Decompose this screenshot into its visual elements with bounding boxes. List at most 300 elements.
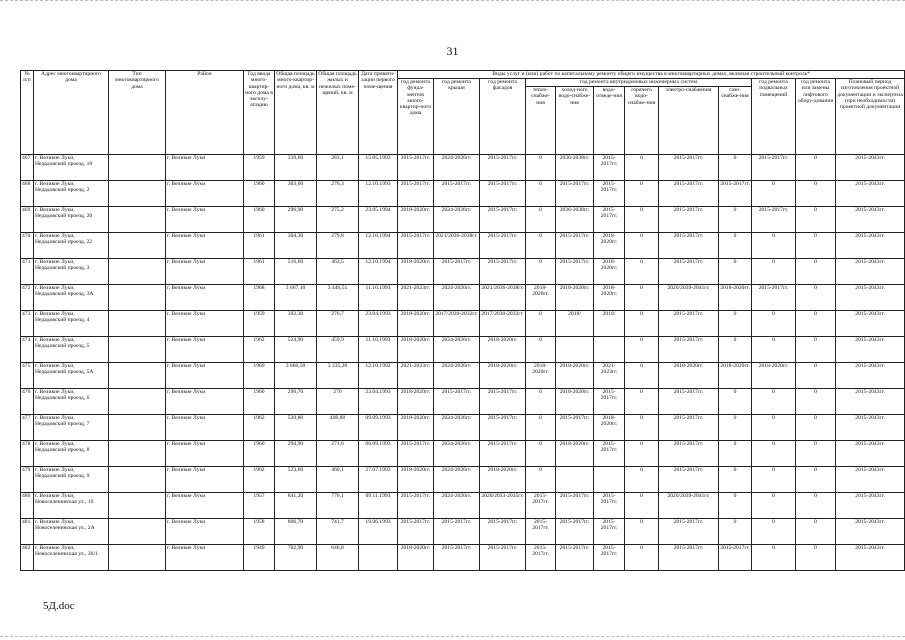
cell-type [109, 519, 166, 545]
cell-cold: 2015-2017гг. [556, 415, 594, 441]
cell-cold: 2015-2017гг. [556, 181, 594, 207]
cell-n: 474 [21, 337, 34, 363]
cell-elec: 2015-2017гг. [659, 155, 719, 181]
cell-n: 477 [21, 415, 34, 441]
cell-plan: 2015-2043гг. [836, 363, 905, 389]
cell-address: г. Великие Луки, Недадовский проезд, 5А [34, 363, 109, 389]
cell-district: г. Великие Луки [166, 181, 244, 207]
cell-living: 283,1 [317, 155, 359, 181]
cell-type [109, 337, 166, 363]
cell-district: г. Великие Луки [166, 155, 244, 181]
table-row [21, 519, 905, 545]
cell-drain: 2015-2017гг. [594, 493, 625, 519]
cell-cold: 2018-2020гг. [556, 389, 594, 415]
cell-living: 463,5 [317, 259, 359, 285]
cell-cold: 2015-2017гг. [556, 519, 594, 545]
cell-date: 12.10.1992 [359, 363, 398, 389]
cell-living: 275,2 [317, 207, 359, 233]
cell-total: 303,60 [275, 181, 317, 207]
cell-gas: 0 [719, 337, 752, 363]
col-living-area: Общая площадь жилых и нежилых поме-щений, кв. м [317, 71, 359, 155]
cell-plan: 2015-2043гг. [836, 181, 905, 207]
cell-living: 741,7 [317, 519, 359, 545]
cell-facade: 2015-2017гг. [480, 233, 526, 259]
cell-cold: 2015-2017гг. [556, 493, 594, 519]
cell-year: 1962 [244, 467, 275, 493]
cell-plan: 2015-2043гг. [836, 259, 905, 285]
cell-gas: 0 [719, 259, 752, 285]
cell-drain [594, 337, 625, 363]
cell-district: г. Великие Луки [166, 259, 244, 285]
cell-roof: 2015-2017гг. [434, 545, 480, 571]
cell-lift: 0 [796, 467, 836, 493]
cell-district: г. Великие Луки [166, 441, 244, 467]
cell-base: 2015-2017гг. [752, 207, 796, 233]
cell-total: 294,90 [275, 441, 317, 467]
col-drainage: водо-отведе-ния [594, 87, 625, 155]
cell-type [109, 233, 166, 259]
cell-cold: 2015-2017гг. [556, 259, 594, 285]
col-type: Тип многоквартирного дома [109, 71, 166, 155]
cell-found: 2015-2017гг. [398, 233, 434, 259]
cell-heat: 2015-2017гг. [526, 519, 556, 545]
cell-total: 523,60 [275, 467, 317, 493]
cell-cold: 2015-2017гг. [556, 233, 594, 259]
cell-type [109, 311, 166, 337]
cell-total: 310,60 [275, 155, 317, 181]
cell-heat: 2015-2017гг. [526, 493, 556, 519]
col-hot-water: горячего водо-снабже-ния [625, 87, 659, 155]
cell-cold: 2018-2020гг. [556, 363, 594, 389]
cell-drain: 2015-2017гг. [594, 155, 625, 181]
cell-found: 2018-2020гг. [398, 389, 434, 415]
cell-roof: 2024-2026гг. [434, 415, 480, 441]
cell-base: 0 [752, 493, 796, 519]
cell-heat: 0 [526, 311, 556, 337]
cell-found: 2018-2020гг. [398, 259, 434, 285]
cell-cold: 2015-2017гг. [556, 545, 594, 571]
cell-living: 270 [317, 389, 359, 415]
cell-total: 296,70 [275, 389, 317, 415]
cell-base: 2015-2017гг. [752, 285, 796, 311]
cell-address: г. Великие Луки, Недадовский проезд, 6 [34, 389, 109, 415]
cell-lift: 0 [796, 493, 836, 519]
cell-n: 475 [21, 363, 34, 389]
cell-total: 3 660,50 [275, 363, 317, 389]
cell-drain [594, 467, 625, 493]
cell-n: 467 [21, 155, 34, 181]
cell-plan: 2015-2043гг. [836, 545, 905, 571]
cell-drain: 2015-2017гг. [594, 389, 625, 415]
cell-n: 470 [21, 233, 34, 259]
cell-base: 0 [752, 441, 796, 467]
cell-plan: 2015-2043гг. [836, 155, 905, 181]
cell-roof: 2024-2026гг. [434, 441, 480, 467]
cell-district: г. Великие Луки [166, 233, 244, 259]
cell-year: 1959 [244, 311, 275, 337]
cell-hot: 0 [625, 441, 659, 467]
cell-base: 0 [752, 545, 796, 571]
cell-plan: 2015-2043гг. [836, 493, 905, 519]
cell-drain: 2018-2020гг. [594, 285, 625, 311]
cell-plan: 2015-2043гг. [836, 337, 905, 363]
cell-hot: 0 [625, 207, 659, 233]
cell-plan: 2015-2043гг. [836, 467, 905, 493]
cell-lift: 0 [796, 363, 836, 389]
cell-found: 2018-2020гг. [398, 337, 434, 363]
cell-found: 2018-2020гг. [398, 467, 434, 493]
cell-roof: 2015-2017гг. [434, 181, 480, 207]
cell-roof: 2024-2026гг. [434, 493, 480, 519]
cell-hot: 0 [625, 493, 659, 519]
cell-address: г. Великие Луки, Недадовский проезд, 3А [34, 285, 109, 311]
cell-year: 1960 [244, 389, 275, 415]
cell-lift: 0 [796, 233, 836, 259]
cell-hot: 0 [625, 155, 659, 181]
cell-drain: 2018-2020гг. [594, 259, 625, 285]
cell-address: г. Великие Луки, Недадовский проезд, 4 [34, 311, 109, 337]
table-row [21, 155, 905, 181]
cell-living: 459,9 [317, 337, 359, 363]
cell-found: 2018-2020гг. [398, 311, 434, 337]
col-num: № п/п [21, 71, 34, 155]
cell-drain: 2015-2017гг. [594, 181, 625, 207]
cell-total: 516,60 [275, 259, 317, 285]
cell-year: 1961 [244, 259, 275, 285]
cell-found: 2015-2017гг. [398, 155, 434, 181]
cell-roof: 2024-2026гг. [434, 337, 480, 363]
cell-lift: 0 [796, 311, 836, 337]
cell-address: г. Великие Луки, Новоселенинская ул., 30/1 [34, 545, 109, 571]
cell-total: 304,30 [275, 233, 317, 259]
cell-district: г. Великие Луки [166, 363, 244, 389]
cell-heat: 0 [526, 467, 556, 493]
cell-facade: 2015-2017гг. [480, 415, 526, 441]
cell-hot: 0 [625, 337, 659, 363]
scan-top-edge [0, 0, 905, 3]
table-row [21, 181, 905, 207]
cell-hot: 0 [625, 181, 659, 207]
cell-base: 0 [752, 389, 796, 415]
cell-found: 2021-2023гг. [398, 285, 434, 311]
cell-date: 23.05.1994 [359, 207, 398, 233]
col-district: Район [166, 71, 244, 155]
cell-elec: 2015-2017гг. [659, 259, 719, 285]
cell-heat: 0 [526, 389, 556, 415]
cell-type [109, 363, 166, 389]
cell-n: 480 [21, 493, 34, 519]
col-priv-date: Дата привати-зации первого поме-щения [359, 71, 398, 155]
cell-elec: 2020/2039-2041гг. [659, 285, 719, 311]
cell-drain: 2015-2017гг. [594, 441, 625, 467]
col-foundation: год ремонта фунда-ментов много-квартир-ного дома [398, 79, 434, 155]
table-body [21, 155, 905, 571]
cell-address: г. Великие Луки, Недадовский проезд, 3 [34, 259, 109, 285]
cell-heat: 0 [526, 233, 556, 259]
table-row [21, 389, 905, 415]
cell-facade: 2015-2017гг. [480, 155, 526, 181]
cell-roof: 2017/2030-2032гг. [434, 311, 480, 337]
cell-district: г. Великие Луки [166, 415, 244, 441]
cell-date: 06.09.1993 [359, 441, 398, 467]
col-address: Адрес многоквартирного дома [34, 71, 109, 155]
table-row [21, 363, 905, 389]
cell-lift: 0 [796, 181, 836, 207]
cell-cold: 2018/ [556, 311, 594, 337]
cell-type [109, 285, 166, 311]
cell-elec: 2015-2017гг. [659, 545, 719, 571]
cell-living: 279,8 [317, 233, 359, 259]
cell-facade: 2015-2017гг. [480, 259, 526, 285]
cell-living: 646,8 [317, 545, 359, 571]
cell-total: 841,20 [275, 493, 317, 519]
col-year: Год ввода много-квартир-ного дома в эксплу-атацию [244, 71, 275, 155]
cell-plan: 2015-2043гг. [836, 519, 905, 545]
cell-found: 2021-2023гг. [398, 363, 434, 389]
cell-lift: 0 [796, 441, 836, 467]
cell-facade: 2018-2020гг. [480, 467, 526, 493]
cell-lift: 0 [796, 155, 836, 181]
cell-roof: 2024-2026гг. [434, 285, 480, 311]
cell-gas: 0 [719, 519, 752, 545]
cell-lift: 0 [796, 207, 836, 233]
cell-gas: 0 [719, 311, 752, 337]
cell-address: г. Великие Луки, Недадовский проезд, 20 [34, 207, 109, 233]
cell-year: 1962 [244, 415, 275, 441]
cell-type [109, 259, 166, 285]
table-row [21, 207, 905, 233]
cell-year: 1969 [244, 363, 275, 389]
cell-district: г. Великие Луки [166, 337, 244, 363]
cell-year: 1968 [244, 285, 275, 311]
col-services-group: Виды услуг и (или) работ по капитальному ремонту общего имущества в многоквартирных домах, включая строительный контроль* [398, 71, 905, 79]
cell-heat: 0 [526, 337, 556, 363]
cell-roof: 2024-2026гг. [434, 155, 480, 181]
cell-found: 2015-2017гг. [398, 493, 434, 519]
cell-lift: 0 [796, 259, 836, 285]
cell-date: 09.09.1993 [359, 415, 398, 441]
cell-total: 702,90 [275, 545, 317, 571]
cell-gas: 0 [719, 493, 752, 519]
cell-gas: 2018-2020гг. [719, 363, 752, 389]
cell-plan: 2015-2043гг. [836, 207, 905, 233]
cell-base: 0 [752, 415, 796, 441]
cell-plan: 2015-2043гг. [836, 311, 905, 337]
cell-facade: 2018-2020гг. [480, 337, 526, 363]
cell-roof: 2024-2026гг. [434, 207, 480, 233]
col-cold-water: холод-ного водо-снабже-ния [556, 87, 594, 155]
cell-hot: 0 [625, 285, 659, 311]
cell-n: 471 [21, 259, 34, 285]
cell-drain: 2015-2017гг. [594, 545, 625, 571]
cell-drain: 2018-2020гг. [594, 415, 625, 441]
cell-gas: 0 [719, 415, 752, 441]
cell-heat: 0 [526, 415, 556, 441]
cell-gas: 0 [719, 467, 752, 493]
cell-address: г. Великие Луки, Недадовский проезд, 22 [34, 233, 109, 259]
cell-living: 776,1 [317, 493, 359, 519]
cell-elec: 2015-2017гг. [659, 233, 719, 259]
cell-date: 23.04.1993 [359, 311, 398, 337]
table-row [21, 285, 905, 311]
cell-address: г. Великие Луки, Недадовский проезд, 5 [34, 337, 109, 363]
cell-heat: 0 [526, 441, 556, 467]
cell-hot: 0 [625, 467, 659, 493]
cell-date [359, 545, 398, 571]
cell-heat: 2018-2020гг. [526, 363, 556, 389]
cell-address: г. Великие Луки, Недадовский проезд, 9 [34, 467, 109, 493]
cell-district: г. Великие Луки [166, 467, 244, 493]
cell-drain: 2015-2017гг. [594, 207, 625, 233]
cell-lift: 0 [796, 545, 836, 571]
cell-type [109, 467, 166, 493]
cell-facade: 2015-2017гг. [480, 519, 526, 545]
cell-district: г. Великие Луки [166, 519, 244, 545]
cell-elec: 2018-2020гг. [659, 363, 719, 389]
table-row [21, 415, 905, 441]
col-planned: Плановый период изготовления проектной документации и экспертиза (при необходимости) проектной документации [836, 79, 905, 155]
cell-n: 482 [21, 545, 34, 571]
cell-n: 469 [21, 207, 34, 233]
page-number: 31 [446, 44, 459, 58]
cell-year: 1958 [244, 519, 275, 545]
table-row [21, 337, 905, 363]
cell-date: 11.10.1993 [359, 285, 398, 311]
cell-living: 276,7 [317, 311, 359, 337]
cell-hot: 0 [625, 363, 659, 389]
cell-plan: 2015-2043гг. [836, 285, 905, 311]
cell-heat: 0 [526, 155, 556, 181]
cell-base: 0 [752, 311, 796, 337]
cell-base: 2018-2020гг. [752, 363, 796, 389]
cell-total: 302,30 [275, 311, 317, 337]
cell-lift: 0 [796, 285, 836, 311]
cell-address: г. Великие Луки, Недадовский проезд, 7 [34, 415, 109, 441]
cell-n: 481 [21, 519, 34, 545]
cell-heat: 0 [526, 207, 556, 233]
cell-heat: 2018-2020гг. [526, 285, 556, 311]
cell-facade: 2017/2030-2032гг. [480, 311, 526, 337]
cell-n: 478 [21, 441, 34, 467]
cell-type [109, 545, 166, 571]
col-elevator: год ремонта или замены лифтового обору-дования [796, 79, 836, 155]
cell-drain: 2021-2023гг. [594, 363, 625, 389]
cell-base: 0 [752, 337, 796, 363]
cell-drain: 2018-2020гг. [594, 233, 625, 259]
cell-elec: 2015-2017гг. [659, 337, 719, 363]
cell-elec: 2015-2017гг. [659, 467, 719, 493]
cell-heat: 0 [526, 181, 556, 207]
cell-type [109, 415, 166, 441]
cell-plan: 2015-2043гг. [836, 415, 905, 441]
cell-cold: 2036-2038гг. [556, 155, 594, 181]
cell-living: 460,1 [317, 467, 359, 493]
cell-address: г. Великие Луки, Новоселенинская ул., 2А [34, 519, 109, 545]
cell-year: 1960 [244, 181, 275, 207]
cell-elec: 2015-2017гг. [659, 441, 719, 467]
repair-schedule-table [20, 70, 905, 571]
cell-date: 12.10.1994 [359, 259, 398, 285]
cell-total: 524,90 [275, 337, 317, 363]
col-facade: год ремонта фасадов [480, 79, 526, 155]
cell-type [109, 207, 166, 233]
cell-district: г. Великие Луки [166, 493, 244, 519]
cell-district: г. Великие Луки [166, 389, 244, 415]
cell-type [109, 441, 166, 467]
cell-year: 1960 [244, 441, 275, 467]
cell-address: г. Великие Луки, Новоселенинская ул., 10 [34, 493, 109, 519]
cell-plan: 2015-2043гг. [836, 389, 905, 415]
cell-lift: 0 [796, 415, 836, 441]
cell-living: 408,88 [317, 415, 359, 441]
cell-roof: 2015-2017гг. [434, 259, 480, 285]
table-row [21, 233, 905, 259]
table-row [21, 259, 905, 285]
cell-gas: 2015-2017гг. [719, 545, 752, 571]
cell-found: 2015-2017гг. [398, 519, 434, 545]
cell-base: 0 [752, 519, 796, 545]
cell-cold: 2018-2020гг. [556, 441, 594, 467]
cell-roof: 2024-2026гг. [434, 363, 480, 389]
cell-date: 15.05.1993 [359, 155, 398, 181]
cell-date: 19.06.1993 [359, 519, 398, 545]
cell-found: 2015-2017гг. [398, 181, 434, 207]
cell-district: г. Великие Луки [166, 545, 244, 571]
col-basement: год ремонта подвальных помещений [752, 79, 796, 155]
cell-type [109, 493, 166, 519]
cell-year: 1949 [244, 545, 275, 571]
cell-total: 806,70 [275, 519, 317, 545]
cell-hot: 0 [625, 259, 659, 285]
cell-facade: 2015-2017гг. [480, 545, 526, 571]
cell-address: г. Великие Луки, Недадовский проезд, 18 [34, 155, 109, 181]
cell-district: г. Великие Луки [166, 207, 244, 233]
cell-living: 3 446,51 [317, 285, 359, 311]
cell-cold: 2036-2038гг. [556, 207, 594, 233]
cell-gas: 0 [719, 441, 752, 467]
cell-gas: 0 [719, 155, 752, 181]
cell-total: 3 667,10 [275, 285, 317, 311]
cell-address: г. Великие Луки, Недадовский проезд, 8 [34, 441, 109, 467]
cell-facade: 2015-2017гг. [480, 207, 526, 233]
cell-year: 1962 [244, 337, 275, 363]
cell-living: 3 335,20 [317, 363, 359, 389]
cell-roof: 2021/2036-2038гг. [434, 233, 480, 259]
cell-gas: 0 [719, 389, 752, 415]
cell-date: 27.07.1993 [359, 467, 398, 493]
cell-roof: 2015-2017гг. [434, 519, 480, 545]
table-row [21, 493, 905, 519]
cell-n: 473 [21, 311, 34, 337]
cell-facade: 2020/2033-2035гг. [480, 493, 526, 519]
cell-district: г. Великие Луки [166, 285, 244, 311]
cell-heat: 0 [526, 259, 556, 285]
cell-base: 0 [752, 233, 796, 259]
cell-year: 1959 [244, 155, 275, 181]
cell-district: г. Великие Луки [166, 311, 244, 337]
cell-gas: 2015-2017гг. [719, 181, 752, 207]
scan-bottom-edge [0, 636, 905, 639]
cell-elec: 2015-2017гг. [659, 415, 719, 441]
cell-hot: 0 [625, 389, 659, 415]
cell-plan: 2015-2043гг. [836, 441, 905, 467]
cell-year: 1960 [244, 207, 275, 233]
cell-facade: 2015-2017гг. [480, 181, 526, 207]
cell-gas: 0 [719, 207, 752, 233]
cell-type [109, 389, 166, 415]
cell-cold [556, 337, 594, 363]
cell-found: 2018-2020гг. [398, 207, 434, 233]
